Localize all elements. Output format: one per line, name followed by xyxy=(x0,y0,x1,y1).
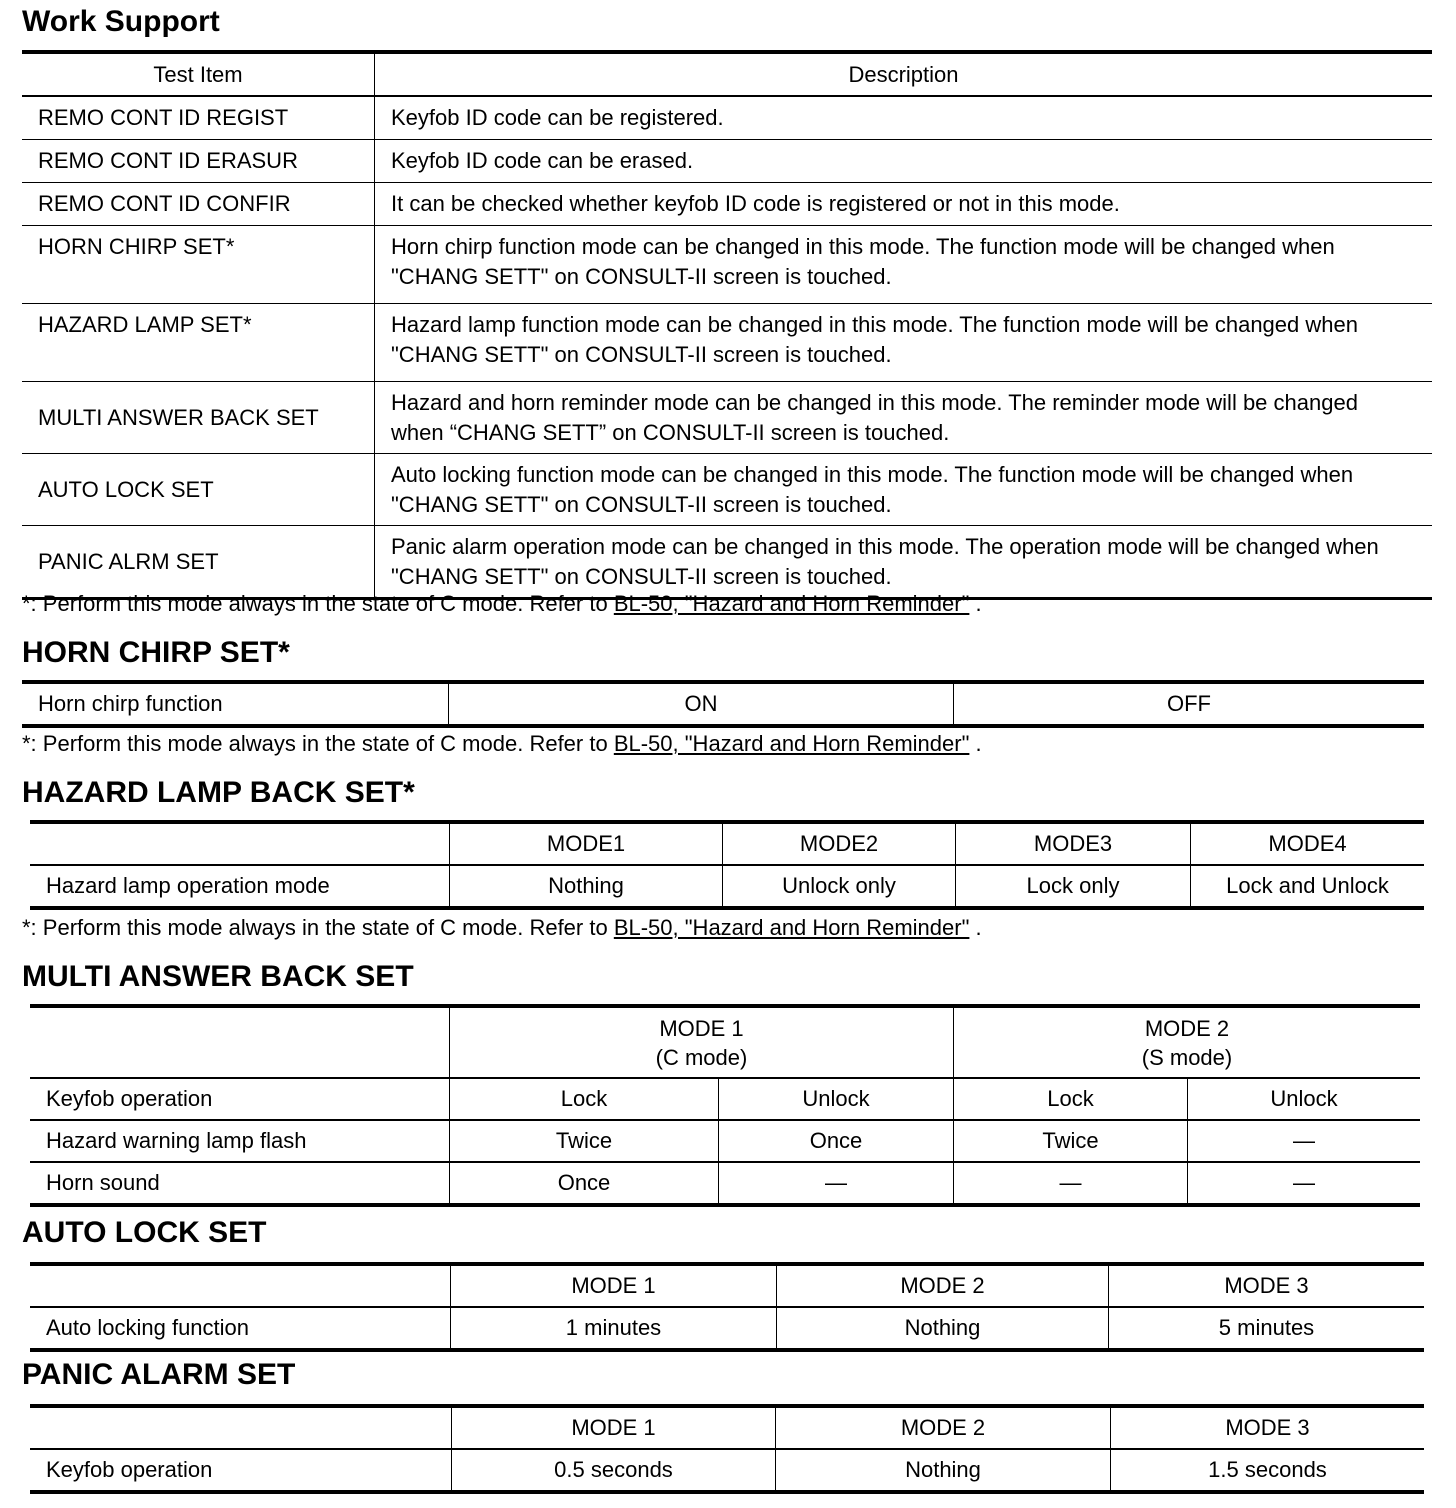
multi-answer-back-title: MULTI ANSWER BACK SET xyxy=(22,960,414,993)
cell-value: Unlock xyxy=(1188,1078,1421,1120)
work-support-table xyxy=(22,50,1432,600)
footnote xyxy=(22,915,982,941)
mode-header: MODE 2 xyxy=(776,1406,1111,1449)
description: It can be checked whether keyfob ID code is registered or not in this mode. xyxy=(375,183,1433,226)
mode-value: Lock only xyxy=(956,865,1191,908)
table-row xyxy=(22,526,1432,599)
work-support-title: Work Support xyxy=(22,5,220,38)
cell-value: Once xyxy=(719,1120,954,1162)
mode1-header xyxy=(450,1006,954,1078)
reference-link[interactable]: BL-50, "Hazard and Horn Reminder" xyxy=(613,591,970,616)
table-row xyxy=(22,382,1432,454)
cell-value: Lock xyxy=(954,1078,1188,1120)
table-row xyxy=(22,682,1424,726)
table-row xyxy=(22,96,1432,140)
cell-value: Lock xyxy=(450,1078,719,1120)
horn-chirp-table xyxy=(22,680,1424,728)
empty-header-cell xyxy=(30,822,450,865)
footnote-suffix: . xyxy=(969,915,982,940)
mode-header: MODE 3 xyxy=(1109,1264,1425,1307)
test-item: REMO CONT ID ERASUR xyxy=(22,140,375,183)
description: Hazard and horn reminder mode can be changed in this mode. The reminder mode will be changed when “CHANG SETT” on CONSULT-II screen is touched. xyxy=(375,382,1433,454)
table-row xyxy=(30,1078,1420,1120)
reference-link[interactable]: BL-50, "Hazard and Horn Reminder" xyxy=(613,731,970,756)
footnote-text: *: Perform this mode always in the state of C mode. Refer to xyxy=(22,915,614,940)
mode1-subtitle: (C mode) xyxy=(655,1044,748,1070)
empty-header-cell xyxy=(30,1406,452,1449)
test-item: REMO CONT ID CONFIR xyxy=(22,183,375,226)
description: Panic alarm operation mode can be changed in this mode. The operation mode will be changed when "CHANG SETT" on CONSULT-II screen is touched. xyxy=(391,533,1379,589)
mode-header: MODE 1 xyxy=(452,1406,776,1449)
horn-chirp-title: HORN CHIRP SET* xyxy=(22,636,290,669)
footnote-text: *: Perform this mode always in the state of C mode. Refer to xyxy=(22,591,614,616)
cell-value: — xyxy=(1188,1120,1421,1162)
footnote xyxy=(22,731,982,757)
mode1-title: MODE 1 xyxy=(659,1015,744,1041)
mode-value: 5 minutes xyxy=(1218,1315,1315,1340)
row-label: Keyfob operation xyxy=(30,1449,452,1492)
reference-link[interactable]: BL-50, "Hazard and Horn Reminder" xyxy=(613,915,970,940)
multi-answer-back-table xyxy=(30,1004,1420,1207)
footnote-text: *: Perform this mode always in the state of C mode. Refer to xyxy=(22,731,614,756)
mode-header: MODE 2 xyxy=(777,1264,1109,1307)
table-row xyxy=(22,454,1432,526)
test-item: REMO CONT ID REGIST xyxy=(22,96,375,140)
cell-value: Twice xyxy=(954,1120,1188,1162)
description: Keyfob ID code can be erased. xyxy=(375,140,1433,183)
description: Horn chirp function mode can be changed in this mode. The function mode will be changed when "CHANG SETT" on CONSULT-II screen is touched. xyxy=(375,226,1433,304)
auto-lock-table xyxy=(30,1262,1424,1352)
table-row xyxy=(22,183,1432,226)
cell-value: — xyxy=(954,1162,1188,1205)
mode-value: 1.5 seconds xyxy=(1208,1457,1327,1482)
table-row xyxy=(30,1162,1420,1205)
table-row xyxy=(22,226,1432,304)
mode-value: 1 minutes xyxy=(451,1307,777,1350)
row-label: Auto locking function xyxy=(30,1307,451,1350)
table-row xyxy=(30,1449,1424,1492)
empty-header-cell xyxy=(30,1264,451,1307)
cell-value: — xyxy=(719,1162,954,1205)
cell-value: Twice xyxy=(450,1120,719,1162)
test-item: HAZARD LAMP SET* xyxy=(22,304,375,382)
on-value: ON xyxy=(449,682,954,726)
mode2-title: MODE 2 xyxy=(1144,1015,1230,1041)
mode2-header xyxy=(954,1006,1421,1078)
hazard-lamp-table xyxy=(30,820,1424,910)
mode-header: MODE4 xyxy=(1191,822,1425,865)
row-label: Hazard warning lamp flash xyxy=(30,1120,450,1162)
off-value: OFF xyxy=(1167,691,1211,716)
table-row xyxy=(22,140,1432,183)
column-header-test-item: Test Item xyxy=(22,52,375,96)
table-row xyxy=(30,1406,1424,1449)
row-label: Keyfob operation xyxy=(30,1078,450,1120)
mode-value: Nothing xyxy=(450,865,723,908)
footnote-suffix: . xyxy=(969,591,982,616)
description: Auto locking function mode can be changed in this mode. The function mode will be changed when "CHANG SETT" on CONSULT-II screen is touched. xyxy=(375,454,1433,526)
description: Keyfob ID code can be registered. xyxy=(375,96,1433,140)
test-item: PANIC ALRM SET xyxy=(22,526,375,599)
mode-value: Nothing xyxy=(776,1449,1111,1492)
table-row xyxy=(30,1120,1420,1162)
auto-lock-title: AUTO LOCK SET xyxy=(22,1216,267,1249)
footnote-suffix: . xyxy=(969,731,982,756)
mode-value: 0.5 seconds xyxy=(452,1449,776,1492)
cell-value: Unlock xyxy=(719,1078,954,1120)
table-row xyxy=(30,1264,1424,1307)
row-label: Horn sound xyxy=(30,1162,450,1205)
mode2-subtitle: (S mode) xyxy=(1141,1044,1233,1070)
mode-header: MODE 1 xyxy=(451,1264,777,1307)
description: Hazard lamp function mode can be changed in this mode. The function mode will be changed when "CHANG SETT" on CONSULT-II screen is touched. xyxy=(375,304,1433,382)
panic-alarm-table xyxy=(30,1404,1424,1494)
mode-header: MODE3 xyxy=(956,822,1191,865)
mode-value: Unlock only xyxy=(723,865,956,908)
mode-header: MODE 3 xyxy=(1111,1406,1425,1449)
test-item: AUTO LOCK SET xyxy=(22,454,375,526)
empty-header-cell xyxy=(30,1006,450,1078)
table-row xyxy=(30,865,1424,908)
footnote xyxy=(22,591,982,617)
mode-value: Lock and Unlock xyxy=(1226,873,1389,898)
table-row xyxy=(22,304,1432,382)
mode-value: Nothing xyxy=(777,1307,1109,1350)
cell-value: — xyxy=(1293,1170,1315,1195)
row-label: Horn chirp function xyxy=(22,682,449,726)
test-item: MULTI ANSWER BACK SET xyxy=(22,382,375,454)
column-header-description: Description xyxy=(375,52,1433,96)
test-item: HORN CHIRP SET* xyxy=(22,226,375,304)
table-row xyxy=(30,1307,1424,1350)
mode-header: MODE2 xyxy=(723,822,956,865)
table-row xyxy=(30,1006,1420,1078)
panic-alarm-title: PANIC ALARM SET xyxy=(22,1358,296,1391)
mode-header: MODE1 xyxy=(450,822,723,865)
table-row xyxy=(30,822,1424,865)
row-label: Hazard lamp operation mode xyxy=(30,865,450,908)
hazard-lamp-title: HAZARD LAMP BACK SET* xyxy=(22,776,415,809)
cell-value: Once xyxy=(450,1162,719,1205)
